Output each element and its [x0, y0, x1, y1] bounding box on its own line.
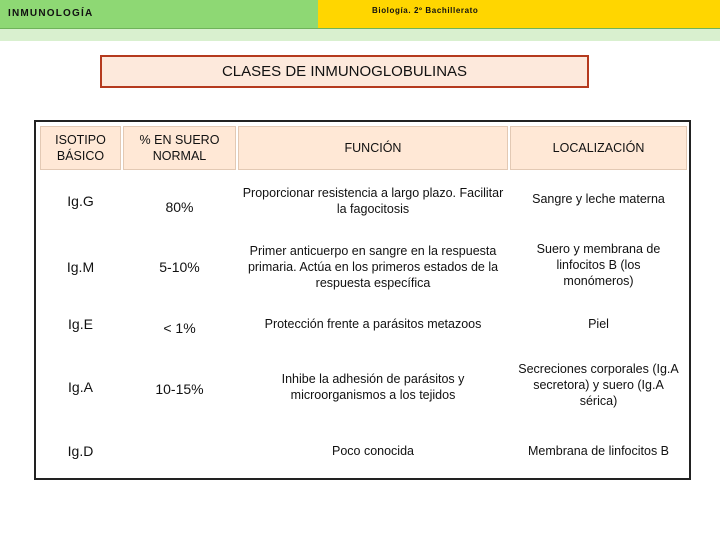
column-header-function: FUNCIÓN — [238, 126, 508, 170]
course-label: Biología. 2º Bachillerato — [372, 6, 479, 15]
row-isotype: Ig.A — [68, 379, 93, 395]
row-isotype: Ig.G — [67, 193, 94, 209]
row-location: Sangre y leche materna — [532, 192, 665, 206]
row-location: Suero y membrana de linfocitos B (los monómeros) — [536, 242, 661, 288]
column-header-location: LOCALIZACIÓN — [510, 126, 687, 170]
banner-sub-strip — [0, 29, 720, 41]
row-percent — [123, 432, 236, 470]
row-percent: 80% — [165, 199, 194, 215]
row-location: Secreciones corporales (Ig.A secretora) y suero (Ig.A sérica) — [518, 362, 679, 408]
immunoglobulin-table — [34, 120, 691, 480]
row-location: Piel — [588, 317, 609, 331]
row-location: Membrana de linfocitos B — [527, 444, 670, 458]
row-function: Proporcionar resistencia a largo plazo. Facilitar la fagocitosis — [242, 186, 504, 216]
row-percent: < 1% — [163, 320, 196, 336]
row-percent: 5-10% — [159, 259, 200, 275]
row-function: Primer anticuerpo en sangre en la respuesta primaria. Actúa en los primeros estados de la respuesta específica — [247, 244, 499, 290]
page-title: CLASES DE INMUNOGLOBULINAS — [221, 63, 468, 80]
row-isotype: Ig.D — [67, 443, 94, 459]
column-header-percent: % EN SUERO NORMAL — [123, 126, 236, 170]
top-banner — [0, 0, 720, 28]
row-function: Protección frente a parásitos metazoos — [264, 317, 482, 331]
row-isotype: Ig.M — [66, 259, 95, 275]
row-function: Inhibe la adhesión de parásitos y microorganismos a los tejidos — [281, 372, 465, 402]
row-function: Poco conocida — [331, 444, 414, 458]
column-header-isotype: ISOTIPO BÁSICO — [40, 126, 121, 170]
row-isotype: Ig.E — [68, 316, 93, 332]
topic-label: INMUNOLOGÍA — [8, 8, 94, 19]
row-percent: 10-15% — [155, 381, 204, 397]
title-box — [100, 55, 589, 88]
